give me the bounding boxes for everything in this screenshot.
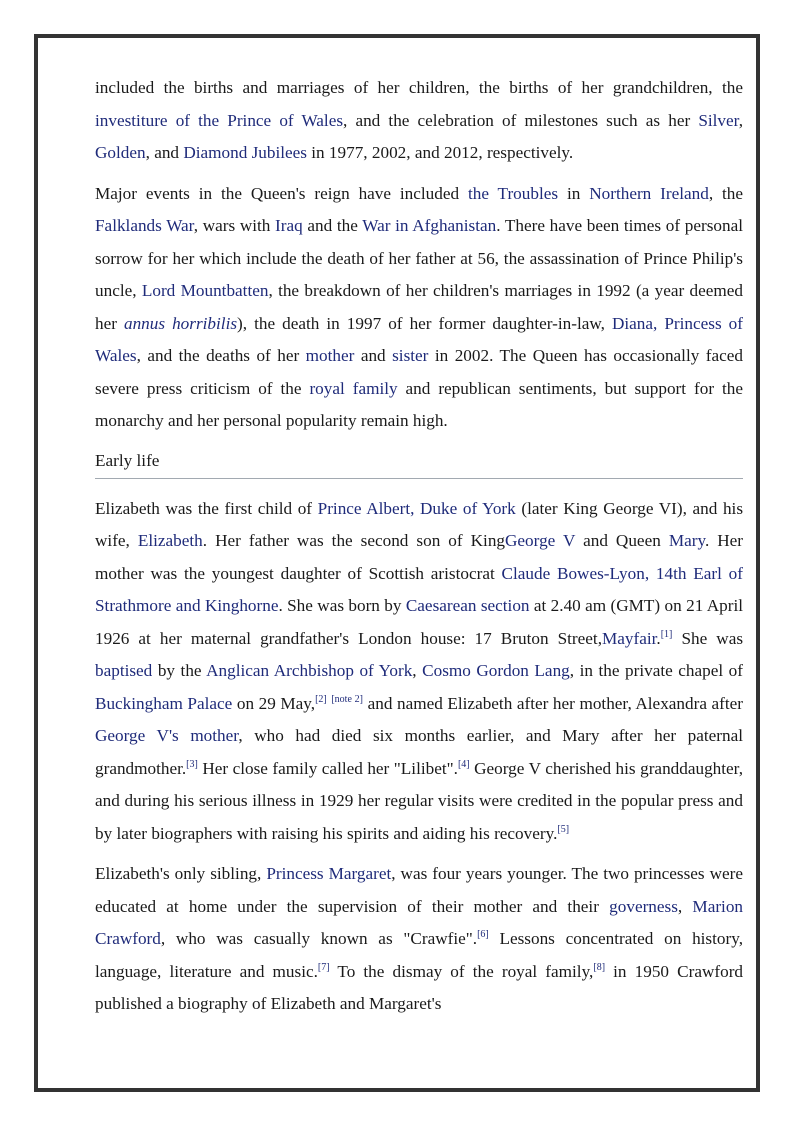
link-mayfair[interactable]: Mayfair [602, 628, 657, 648]
text: To the dismay of the royal family, [329, 961, 594, 981]
link-iraq[interactable]: Iraq [275, 216, 303, 235]
text: Her close family called her "Lilibet". [197, 758, 458, 778]
citation[interactable] [318, 962, 330, 973]
link-mother[interactable]: mother [305, 346, 355, 365]
citation[interactable] [315, 694, 327, 705]
text: , was four years younger. The two princesses were educated at home under the supervision of their mother and their [95, 864, 743, 916]
text: , the [708, 183, 744, 203]
link-caesarean-section[interactable]: Caesarean section [405, 596, 530, 615]
citation-link[interactable]: [note 2] [331, 693, 364, 705]
text: in 1977, 2002, and 2012, respectively. [306, 143, 574, 162]
paragraph-1 [95, 72, 743, 170]
text: , who had died six months earlier, and Mary after her paternal grandmother. [95, 726, 743, 778]
text: in [558, 183, 590, 203]
text: She was [672, 628, 744, 648]
link-baptised[interactable]: baptised [95, 661, 153, 680]
link-george-v[interactable]: George V [505, 531, 576, 550]
citation-link[interactable]: [6] [477, 929, 489, 940]
text: in 1950 Crawford published a biography of Elizabeth and Margaret's [95, 961, 744, 1013]
text: Lessons concentrated on history, language, literature and music. [95, 929, 743, 981]
link-falklands-war[interactable]: Falklands War [95, 216, 194, 235]
citation[interactable] [458, 759, 470, 770]
link-diamond-jubilee[interactable]: Diamond Jubilees [183, 143, 307, 162]
text: Elizabeth's only sibling, [95, 864, 267, 883]
link-princess-margaret[interactable]: Princess Margaret [266, 864, 392, 883]
text: by the [152, 661, 207, 680]
link-annus-horribilis[interactable]: annus horribilis [123, 313, 238, 333]
link-royal-family[interactable]: royal family [309, 378, 398, 398]
text: , and [145, 143, 184, 162]
link-anglican-archbishop-of-york[interactable]: Anglican Archbishop of York [206, 661, 413, 680]
paragraph-2 [95, 178, 743, 438]
text: (later King George VI), and his wife, [95, 498, 744, 550]
text: Elizabeth was the first child of [95, 498, 318, 518]
link-war-in-afghanistan[interactable]: War in Afghanistan [362, 216, 497, 235]
text: in 2002. The Queen has occasionally faced severe press criticism of the [95, 346, 743, 398]
text: . Her father was the second son of King [202, 531, 506, 550]
text: ), the death in 1997 of her former daughter-in-law, [237, 313, 612, 333]
link-golden-jubilee[interactable]: Golden [95, 143, 146, 162]
citation-link[interactable]: [3] [186, 758, 198, 770]
citation-link[interactable]: [5] [557, 823, 570, 835]
text: , and the deaths of her [136, 346, 306, 365]
link-diana-princess-of-wales[interactable]: Diana, Princess of Wales [95, 313, 743, 365]
citation-note[interactable] [331, 694, 363, 705]
link-lord-mountbatten[interactable]: Lord Mountbatten [141, 281, 269, 300]
text: at 2.40 am (GMT) on 21 April 1926 at her maternal grandfather's London house: 17 Bruton Street, [95, 596, 743, 648]
link-claude-bowes-lyon[interactable]: Claude Bowes-Lyon, 14th Earl of Strathmore and Kinghorne [95, 563, 743, 615]
text: and the [302, 216, 363, 235]
text: included the births and marriages of her children, the births of her grandchildren, the [95, 78, 743, 97]
text: on 29 May, [232, 693, 316, 713]
link-george-v-mother[interactable]: George V's mother [95, 726, 239, 745]
citation[interactable] [477, 929, 489, 940]
text: , [412, 661, 423, 680]
text: , who was casually known as "Crawfie". [160, 929, 478, 948]
link-prince-albert[interactable]: Prince Albert, Duke of York [317, 498, 516, 518]
citation[interactable] [557, 824, 569, 835]
link-northern-ireland[interactable]: Northern Ireland [589, 183, 709, 203]
citation[interactable] [186, 759, 198, 770]
link-cosmo-gordon-lang[interactable]: Cosmo Gordon Lang [422, 661, 570, 680]
text: , wars with [193, 216, 276, 235]
link-investiture[interactable]: investiture of the Prince of Wales [95, 110, 344, 130]
text: , [677, 896, 693, 916]
text: , and the celebration of milestones such as her [343, 110, 699, 130]
citation-link[interactable]: [4] [457, 758, 470, 770]
text: and Queen [575, 531, 669, 550]
text: . There have been times of personal sorrow for her which include the death of her father at 56, the assassination of Prince Philip's uncle, [95, 216, 744, 300]
text: and [354, 346, 393, 365]
citation-link[interactable]: [1] [660, 628, 673, 640]
text: Major events in the Queen's reign have included [95, 183, 468, 203]
section-heading-early-life: Early life [95, 446, 743, 479]
citation[interactable] [593, 962, 605, 973]
paragraph-3 [95, 493, 743, 851]
paragraph-4 [95, 858, 743, 1021]
link-buckingham-palace[interactable]: Buckingham Palace [95, 693, 233, 713]
link-mary[interactable]: Mary [668, 531, 705, 550]
text: and republican sentiments, but support for the monarchy and her personal popularity remain high. [95, 378, 744, 430]
citation-link[interactable]: [7] [317, 961, 330, 973]
link-sister[interactable]: sister [392, 346, 429, 365]
article-body [95, 72, 743, 1029]
citation-link[interactable]: [2] [315, 693, 327, 705]
link-marion-crawford[interactable]: Marion Crawford [95, 896, 744, 948]
text: . Her mother was the youngest daughter of Scottish aristocrat [95, 531, 744, 583]
link-elizabeth[interactable]: Elizabeth [137, 531, 203, 550]
link-silver-jubilee[interactable]: Silver [698, 110, 739, 130]
text: , [738, 110, 743, 130]
text: , in the private chapel of [569, 661, 744, 680]
link-the-troubles[interactable]: the Troubles [467, 183, 559, 203]
text: . [656, 628, 661, 648]
link-governess[interactable]: governess [609, 896, 678, 916]
text: and named Elizabeth after her mother, Alexandra after [363, 693, 744, 713]
text: . She was born by [278, 596, 406, 615]
text: , the breakdown of her children's marriages in 1992 (a year deemed her [95, 281, 743, 333]
text: George V cherished his granddaughter, and during his serious illness in 1929 her regular visits were credited in the popular press and by later biographers with raising his spirits and aiding his recovery. [95, 758, 743, 843]
citation[interactable] [661, 629, 673, 640]
citation-link[interactable]: [8] [593, 961, 606, 973]
